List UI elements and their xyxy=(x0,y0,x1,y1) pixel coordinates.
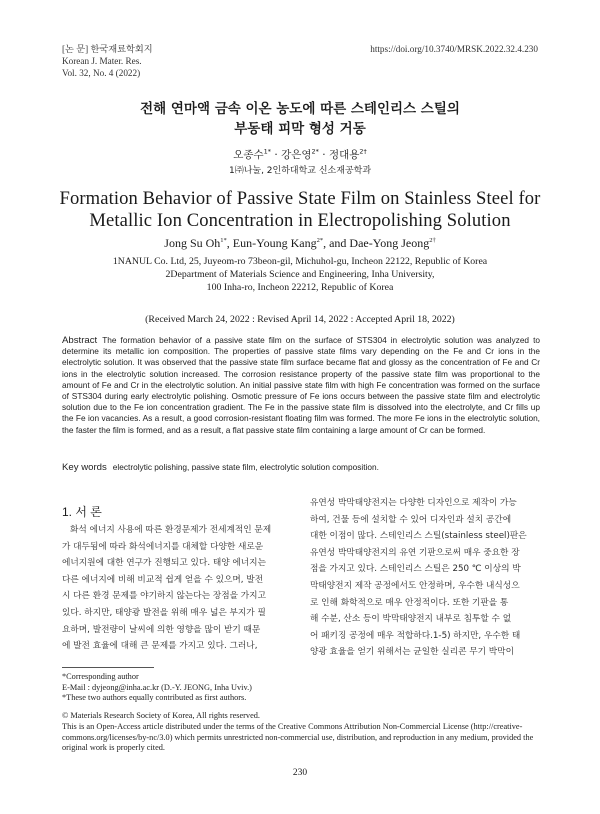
abstract xyxy=(62,335,540,436)
license-line: original work is properly cited. xyxy=(62,743,165,753)
keywords xyxy=(62,462,540,473)
body-text-line: 유연성 박막태양전지는 다양한 디자인으로 제작이 가능 xyxy=(310,498,517,508)
body-text-line: 해 수분, 산소 등이 박막태양전지 내부로 침투할 수 없 xyxy=(310,614,512,625)
korean-affiliations: 1㈜나눌, 2인하대학교 신소재공학과 xyxy=(228,166,372,176)
body-text-line: 대한 이점이 많다. 스테인리스 스틸(stainless steel)판은 xyxy=(310,531,527,542)
korean-title-line2: 부동태 피막 형성 거동 xyxy=(234,121,366,137)
body-text-line: 있다. 하지만, 태양광 발전을 위해 매우 넓은 부지가 필 xyxy=(62,607,266,618)
en-author-1: Jong Su Oh xyxy=(164,236,221,250)
kr-author-3: 정대용 xyxy=(328,149,360,161)
english-title-line2: Metallic Ion Concentration in Electropolishing Solution xyxy=(89,210,511,231)
korean-title-line1: 전해 연마액 금속 이온 농도에 따른 스테인리스 스틸의 xyxy=(140,101,460,117)
abstract-text: The formation behavior of a passive state film on the surface of STS304 in electrolytic solution was analyzed to determine its metallic ion composition. The properties of passive state films vary depending on the Fe and Cr ions in the electrolytic solution. It was observed that the passive state film surface became flat and glossy as the concentration of Fe and Cr ions in the electrolytic solution increased. The corrosion resistance property of the passive state film was proportional to the amount of Fe and Cr in the electrolytic solution. An initial passive state film with high Fe concentration was formed on the surface of STS304 during early electrolytic polishing. Osmotic pressure of Fe ions occurs between the passive state film and electrolytic solution due to the Fe ion concentration gradient. The Fe in the passive state film is dissolved into the electrolyte, and Cr fills up the Fe ion vacancies. As a result, a good corrosion-resistant floating film was formed. The more Fe ions in the electrolytic solution, the faster the film is formed, and as a result, a flat passive state film containing a large amount of Cr can be formed. xyxy=(62,335,540,435)
footnote-rule xyxy=(62,667,154,668)
license-notice xyxy=(62,722,540,754)
body-text-line: 양광 효율을 얻기 위해서는 균일한 실리콘 무기 박막이 xyxy=(310,647,514,658)
body-text-line: 화석 에너지 사용에 따른 환경문제가 전세계적인 문제 xyxy=(70,525,272,535)
license-line: commons.org/licenses/by-nc/3.0) which permits unrestricted non-commercial use, distribution, and reproduction in any medium, provided the xyxy=(62,732,534,742)
journal-header xyxy=(62,43,153,79)
body-text-line: 로 인해 화학적으로 매우 안정적이다. 또한 기판을 통 xyxy=(310,597,509,608)
license-line: This is an Open-Access article distributed under the terms of the Creative Commons Attribution Non-Commercial License (http://creative- xyxy=(62,722,523,731)
kr-author-2: 강은영 xyxy=(281,149,312,161)
en-author-2: Eun-Young Kang xyxy=(232,236,317,250)
journal-name-kr: [논 문] 한국재료학회지 xyxy=(62,44,153,54)
body-text-line: 가 대두됨에 따라 화석에너지를 대체할 다양한 새로운 xyxy=(62,541,264,552)
body-text-line: 에 발전 효율에 대해 큰 문제를 가지고 있다. 그러나, xyxy=(62,641,258,652)
english-authors: Jong Su $Oh^{1*}$, Eun-Young Kang$^{2*}$, and Dae-Yong Jeong$^{2\dagger}$ xyxy=(164,236,436,250)
section-title-introduction: 1. 서 론 xyxy=(62,505,102,519)
body-text-line: 에너지원에 대한 연구가 진행되고 있다. 태양 에너지는 xyxy=(62,558,266,569)
body-text-line: 요하며, 발전량이 날씨에 의한 영향을 많이 받기 때문 xyxy=(62,624,261,635)
journal-volume: Vol. 32, No. 4 (2022) xyxy=(62,68,141,78)
received-dates: (Received March 24, 2022 : Revised April 14, 2022 : Accepted April 18, 2022) xyxy=(145,314,455,325)
affiliation-2: 2Department of Materials Science and Engineering, Inha University, xyxy=(165,269,435,280)
body-text-line: 하여, 건물 등에 설치할 수 있어 디자인과 설치 공간에 xyxy=(310,514,512,525)
affiliation-3: 100 Inha-ro, Incheon 22212, Republic of Korea xyxy=(206,282,394,293)
page-number: 230 xyxy=(292,768,308,778)
kr-author-1: 오종수 xyxy=(233,149,264,161)
body-text-line: 점을 가지고 있다. 스테인리스 스틸은 250 ℃ 이상의 박 xyxy=(310,564,521,575)
keywords-label: Key words xyxy=(62,462,107,473)
equal-contribution-note: *These two authors equally contributed as first authors. xyxy=(62,693,247,703)
body-text-line: 막태양전지 제작 공정에서도 안정하며, 우수한 내식성으 xyxy=(310,580,520,591)
keywords-text: electrolytic polishing, passive state film, electrolytic solution composition. xyxy=(112,462,379,472)
doi-link[interactable]: https://doi.org/10.3740/MRSK.2022.32.4.230 xyxy=(370,44,538,54)
affiliation-1: 1NANUL Co. Ltd, 25, Juyeom-ro 73beon-gil, Michuhol-gu, Incheon 22122, Republic of Korea xyxy=(112,256,488,267)
body-text-line: 유연성 박막태양전지의 유연 기판으로써 매우 중요한 장 xyxy=(310,547,520,558)
english-title-line1: Formation Behavior of Passive State Film on Stainless Steel for xyxy=(59,188,541,209)
right-column xyxy=(310,495,556,661)
body-text-line: 어 패키징 공정에 매우 적합하다.1-5) 하지만, 우수한 태 xyxy=(310,630,521,641)
en-author-3: Dae-Yong Jeong xyxy=(349,236,430,250)
email-note[interactable]: E-Mail : dyjeong@inha.ac.kr (D.-Y. JEONG, Inha Uviv.) xyxy=(62,682,252,692)
corresponding-author-note: *Corresponding author xyxy=(62,672,139,681)
body-text-line: 시 다른 환경 문제를 야기하지 않는다는 장점을 가지고 xyxy=(62,591,266,602)
copyright-notice: © Materials Research Society of Korea, All rights reserved. xyxy=(62,711,260,720)
journal-name-en: Korean J. Mater. Res. xyxy=(62,56,142,66)
body-text-line: 다른 에너지에 비해 비교적 쉽게 얻을 수 있으며, 발전 xyxy=(62,574,264,585)
korean-authors: 오종수$^{1*}$ · 강은영$^{2*}$ · 정대용$^{2\dagger}$ xyxy=(233,147,367,161)
left-column xyxy=(62,522,320,655)
footnotes xyxy=(62,672,252,704)
abstract-label: Abstract xyxy=(62,335,98,346)
